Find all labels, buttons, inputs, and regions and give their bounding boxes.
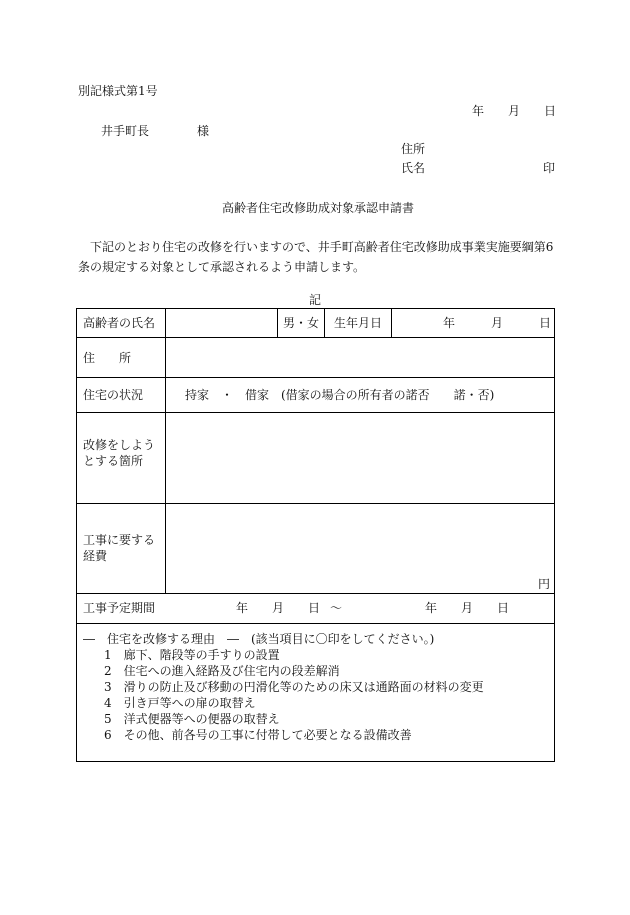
- list-item: 5 洋式便器等への便器の取替え: [104, 712, 280, 726]
- list-item: 6 その他、前各号の工事に付帯して必要となる設備改善: [104, 728, 412, 742]
- housing-status-label: 住宅の状況: [83, 388, 144, 402]
- list-item: 1 廊下、階段等の手すりの設置: [104, 648, 280, 662]
- application-statement: 下記のとおり住宅の改修を行いますので、井手町高齢者住宅改修助成事業実施要綱第6条の規定する対象として承認されるよう申請します。: [78, 240, 554, 274]
- period-end: 年 月 日: [425, 601, 510, 615]
- date-line: 年 月 日: [472, 104, 557, 118]
- renovation-location-label: 改修をしようとする箇所: [83, 438, 156, 468]
- row-divider: [77, 377, 554, 378]
- dob-value: 年 月 日: [443, 316, 552, 330]
- name-label: 氏名: [401, 161, 426, 175]
- period-start: 年 月 日: [236, 601, 321, 615]
- addressee: 井手町長 様: [101, 124, 210, 138]
- seal-mark: 印: [543, 161, 556, 175]
- col-divider: [324, 309, 325, 337]
- row-divider: [77, 593, 554, 594]
- period-separator: ～: [330, 601, 343, 615]
- row-divider: [77, 623, 554, 624]
- reasons-heading: ― 住宅を改修する理由 ― (該当項目に〇印をしてください。): [83, 632, 435, 646]
- construction-period-label: 工事予定期間: [83, 601, 156, 615]
- row-divider: [77, 503, 554, 504]
- housing-status-value[interactable]: 持家 ・ 借家 (借家の場合の所有者の諾否 諾・否): [185, 388, 495, 402]
- list-item: 2 住宅への進入経路及び住宅内の段差解消: [104, 664, 340, 678]
- row-divider: [77, 412, 554, 413]
- list-item: 4 引き戸等への扉の取替え: [104, 696, 256, 710]
- address-label: 住所: [401, 142, 426, 156]
- col-divider: [277, 309, 278, 337]
- application-form: [76, 308, 555, 762]
- elderly-name-label: 高齢者の氏名: [83, 316, 156, 330]
- row-divider: [77, 337, 554, 338]
- list-item: 3 滑りの防止及び移動の円滑化等のための床又は通路面の材料の変更: [104, 680, 484, 694]
- gender-choice[interactable]: 男・女: [283, 316, 320, 330]
- construction-cost-label: 工事に要する経費: [83, 533, 156, 563]
- col-divider: [391, 309, 392, 337]
- cost-unit: 円: [538, 577, 551, 591]
- page-title: 高齢者住宅改修助成対象承認申請書: [222, 201, 415, 215]
- col-divider: [165, 309, 166, 593]
- form-number: 別記様式第1号: [78, 84, 158, 98]
- address-field-label: 住 所: [83, 351, 132, 365]
- dob-label: 生年月日: [334, 316, 383, 330]
- ki-mark: 記: [309, 293, 322, 307]
